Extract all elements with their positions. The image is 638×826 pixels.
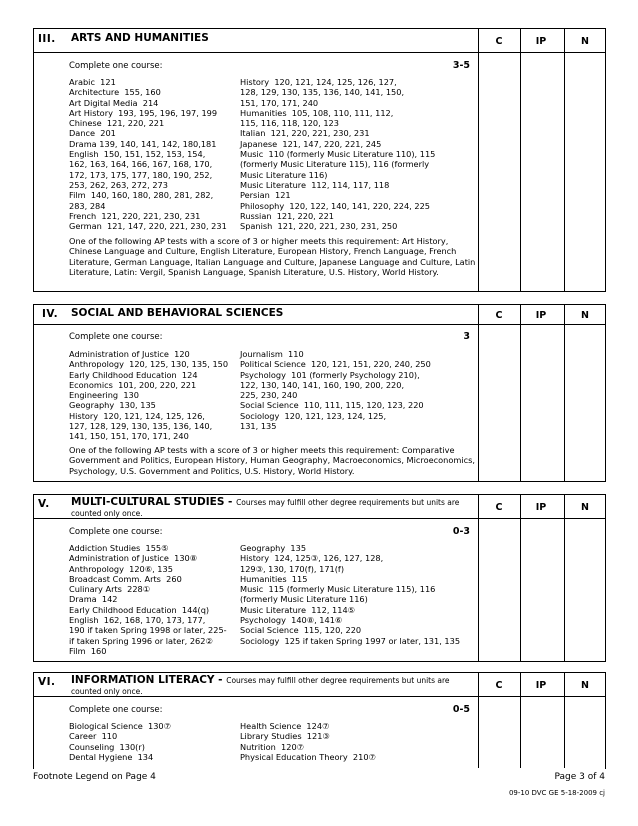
grid-header-n: N — [581, 36, 589, 47]
section-number: VI. — [38, 676, 56, 688]
course-list-right: Geography 135 History 124, 125③, 126, 127, 128, 129③, 130, 170(f), 171(f) Humanities 115 Music 115 (formerly Music Literature 115), 116 (formerly Music Literature 116) Music Literature 112, 114⑤ Psychology 140⑧, 141⑥ Social Science 115, 120, 220 Sociology 125 if taken Spring 1997 or later, 131, 135 — [240, 543, 461, 646]
grid-header-c: C — [495, 502, 503, 513]
grid-header-n: N — [581, 680, 589, 691]
grid-header-n: N — [581, 502, 589, 513]
status-grid — [478, 28, 606, 292]
course-list-right: Journalism 110 Political Science 120, 121, 151, 220, 240, 250 Psychology 101 (formerly Psychology 210), 122, 130, 140, 141, 160, 190, 200, 220, 225, 230, 240 Social Science 110, 111, 115, 120, 123, 220 Sociology 120, 121, 123, 124, 125, 131, 135 — [240, 349, 431, 432]
section-information-literacy — [33, 672, 606, 768]
ap-note: One of the following AP tests with a score of 3 or higher meets this requirement: Art History, Chinese Language and Culture, English Literature, European History, French Language, French Literature, German Language, Italian Language and Culture, Japanese Language and Culture, Latin Literature, Latin: Vergil, Spanish Language, Spanish Literature, U.S. History, World History. — [69, 236, 476, 277]
page-number: Page 3 of 4 — [554, 772, 605, 782]
section-social-behavioral — [33, 304, 606, 482]
units-required: 0-3 — [452, 526, 470, 537]
section-number: III. — [38, 33, 56, 45]
units-required: 3-5 — [452, 60, 470, 71]
grid-header-c: C — [495, 36, 503, 47]
status-grid — [478, 304, 606, 482]
status-grid — [478, 672, 606, 768]
course-list-left: Biological Science 130⑦ Career 110 Counseling 130(r) Dental Hygiene 134 — [69, 721, 171, 762]
grid-header-c: C — [495, 310, 503, 321]
section-number: IV. — [42, 308, 59, 320]
grid-header-c: C — [495, 680, 503, 691]
ap-note: One of the following AP tests with a score of 3 or higher meets this requirement: Comparative Government and Politics, European History, Human Geography, Macroeconomics, Microeconomics, Psychology, U.S. Government and Politics, U.S. History, World History. — [69, 445, 475, 476]
section-title-text: MULTI-CULTURAL STUDIES - — [71, 496, 237, 508]
course-list-left: Addiction Studies 155⑤ Administration of Justice 130⑧ Anthropology 120⑥, 135 Broadcast Comm. Arts 260 Culinary Arts 228① Drama 142 Early Childhood Education 144(q) English 162, 168, 170, 173, 177, 190 if taken Spring 1998 or later, 225- if taken Spring 1996 or later, 262② Film 160 — [69, 543, 227, 656]
section-title-text: ARTS AND HUMANITIES — [71, 32, 209, 44]
grid-header-ip: IP — [535, 502, 547, 513]
grid-header-ip: IP — [535, 680, 547, 691]
grid-header-n: N — [581, 310, 589, 321]
section-title — [71, 497, 471, 519]
footnote-legend: Footnote Legend on Page 4 — [33, 772, 156, 782]
section-note: Courses may fulfill other degree requirements but units are counted only once. — [71, 498, 460, 518]
section-multicultural — [33, 494, 606, 662]
grid-header-ip: IP — [535, 36, 547, 47]
complete-instruction: Complete one course: — [69, 527, 163, 537]
section-title-text: INFORMATION LITERACY - — [71, 674, 227, 686]
grid-header-ip: IP — [535, 310, 547, 321]
course-list-right: Health Science 124⑦ Library Studies 121③ Nutrition 120⑦ Physical Education Theory 210⑦ — [240, 721, 376, 762]
course-list-right: History 120, 121, 124, 125, 126, 127, 128, 129, 130, 135, 136, 140, 141, 150, 151, 170, 171, 240 Humanities 105, 108, 110, 111, 112, 115, 116, 118, 120, 123 Italian 121, 220, 221, 230, 231 Japanese 121, 147, 220, 221, 245 Music 110 (formerly Music Literature 110), 115 (formerly Music Literature 115), 116 (formerly Music Literature 116) Music Literature 112, 114, 117, 118 Persian 121 Philosophy 120, 122, 140, 141, 220, 224, 225 Russian 121, 220, 221 Spanish 121, 220, 221, 230, 231, 250 — [240, 77, 436, 232]
complete-instruction: Complete one course: — [69, 705, 163, 715]
section-number: V. — [38, 498, 50, 510]
section-title — [71, 33, 471, 44]
status-grid — [478, 494, 606, 662]
document-code: 09-10 DVC GE 5-18-2009 cj — [508, 789, 605, 797]
complete-instruction: Complete one course: — [69, 61, 163, 71]
units-required: 0-5 — [452, 704, 470, 715]
complete-instruction: Complete one course: — [69, 332, 163, 342]
section-title — [71, 675, 471, 697]
section-title-text: SOCIAL AND BEHAVIORAL SCIENCES — [71, 307, 284, 319]
course-list-left: Administration of Justice 120 Anthropology 120, 125, 130, 135, 150 Early Childhood Education 124 Economics 101, 200, 220, 221 Engineering 130 Geography 130, 135 History 120, 121, 124, 125, 126, 127, 128, 129, 130, 135, 136, 140, 141, 150, 151, 170, 171, 240 — [69, 349, 229, 442]
section-note: Courses may fulfill other degree requirements but units are counted only once. — [71, 676, 450, 696]
section-title — [71, 308, 471, 319]
units-required: 3 — [463, 331, 470, 342]
course-list-left: Arabic 121 Architecture 155, 160 Art Digital Media 214 Art History 193, 195, 196, 197, 199 Chinese 121, 220, 221 Dance 201 Drama 139, 140, 141, 142, 180,181 English 150, 151, 152, 153, 154, 162, 163, 164, 166, 167, 168, 170, 172, 173, 175, 177, 180, 190, 252, 253, 262, 263, 272, 273 Film 140, 160, 180, 280, 281, 282, 283, 284 French 121, 220, 221, 230, 231 German 121, 147, 220, 221, 230, 231 — [69, 77, 227, 232]
section-arts-humanities — [33, 28, 606, 292]
